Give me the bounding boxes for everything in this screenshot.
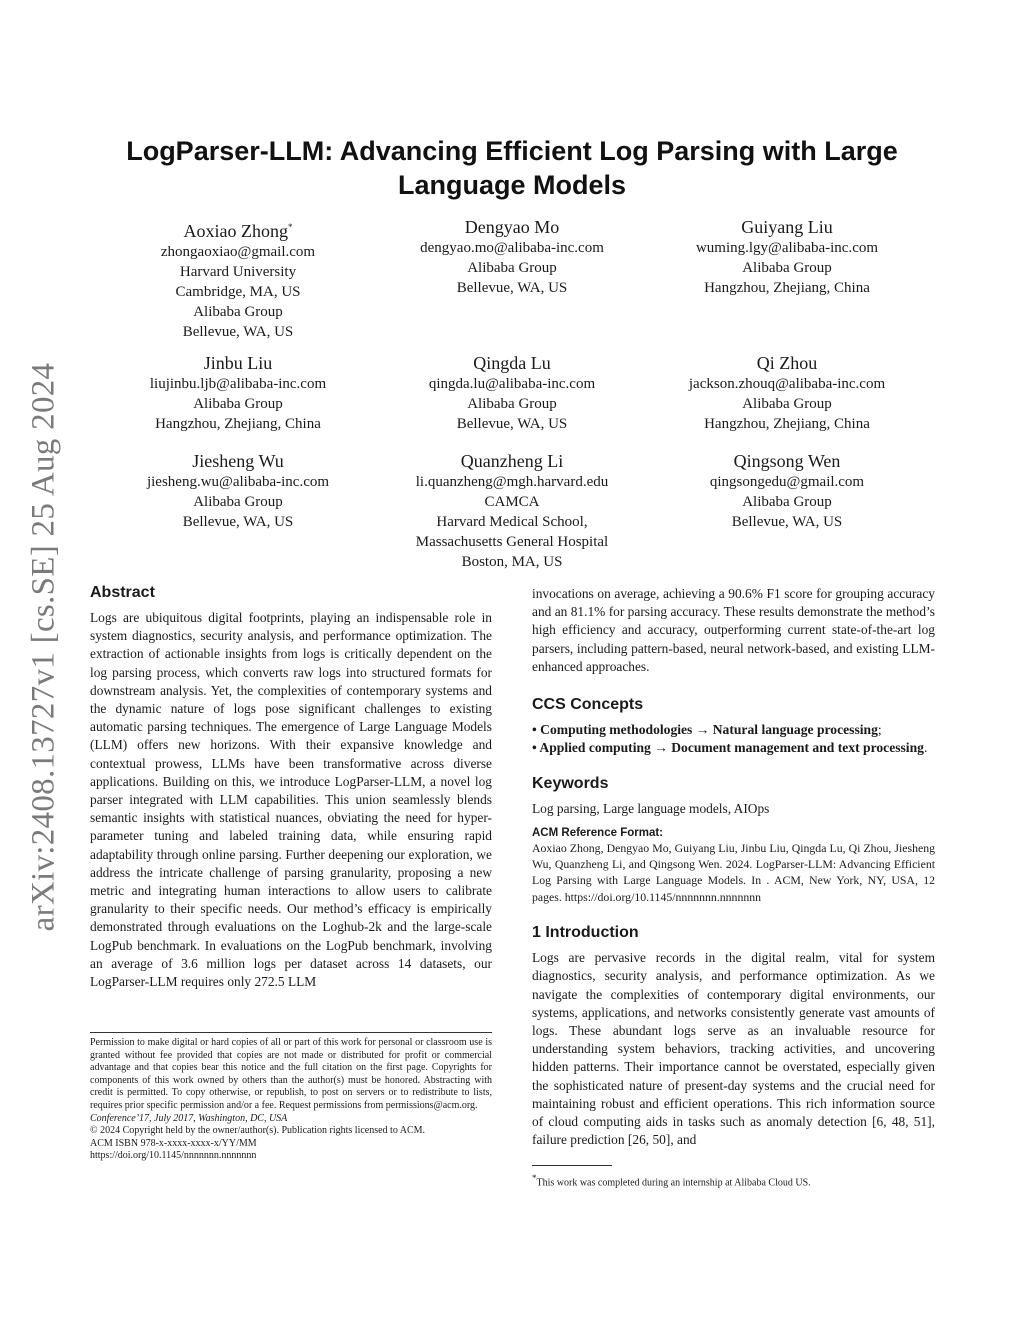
author-name: Jiesheng Wu — [192, 451, 284, 471]
author-email: liujinbu.ljb@alibaba-inc.com — [149, 376, 327, 392]
author-location: Hangzhou, Zhejiang, China — [704, 280, 870, 296]
author-affiliation: Alibaba Group — [742, 494, 832, 510]
author-affiliation: Alibaba Group — [193, 494, 283, 510]
abstract-heading: Abstract — [90, 584, 155, 601]
author-block — [362, 216, 662, 298]
author-email: li.quanzheng@mgh.harvard.edu — [415, 474, 609, 490]
author-affiliation: Harvard University — [179, 264, 297, 280]
author-affiliation: Harvard Medical School, — [436, 514, 588, 530]
author-block — [88, 216, 388, 342]
arxiv-identifier: arXiv:2408.13727v1 [cs.SE] 25 Aug 2024 — [25, 362, 62, 932]
author-name: Guiyang Liu — [741, 217, 833, 237]
ccs-concept-text: • Applied computing → Document management and text processing — [532, 740, 924, 756]
conference-info: Conference’17, July 2017, Washington, DC, USA — [90, 1112, 288, 1124]
author-footnote-mark: * — [287, 222, 293, 232]
ccs-separator: . — [923, 740, 928, 756]
ccs-concept — [532, 739, 935, 757]
author-location: Hangzhou, Zhejiang, China — [155, 416, 321, 432]
author-location: Hangzhou, Zhejiang, China — [704, 416, 870, 432]
right-column — [532, 585, 935, 1149]
divider — [90, 1032, 492, 1033]
author-email: qingda.lu@alibaba-inc.com — [428, 376, 596, 392]
permission-text: Permission to make digital or hard copies of all or part of this work for personal or classroom use is granted without fee provided that copies are not made or distributed for profit or commercial advantage and that copies bear this notice and the full citation on the first page. Copyrights for components of this work owned by others than the author(s) must be honored. Abstracting with credit is permitted. To copy otherwise, or republish, to post on servers or to redistribute to lists, requires prior specific permission and/or a fee. Request permissions from permissions@acm.org. — [90, 1037, 492, 1111]
copyright-line: © 2024 Copyright held by the owner/author(s). Publication rights licensed to ACM. — [90, 1125, 426, 1137]
author-name: Dengyao Mo — [464, 217, 560, 237]
author-email: jiesheng.wu@alibaba-inc.com — [146, 474, 330, 490]
author-name: Jinbu Liu — [203, 353, 273, 373]
author-affiliation: Massachusetts General Hospital — [415, 534, 609, 550]
author-email: jackson.zhouq@alibaba-inc.com — [688, 376, 886, 392]
author-affiliation: Alibaba Group — [467, 260, 557, 276]
author-block — [88, 352, 388, 434]
isbn-line: ACM ISBN 978-x-xxxx-xxxx-x/YY/MM — [90, 1137, 257, 1149]
author-affiliation: Alibaba Group — [193, 304, 283, 320]
author-email: zhongaoxiao@gmail.com — [160, 244, 316, 260]
abstract-section — [90, 583, 492, 991]
footnote-block — [532, 1165, 935, 1189]
acm-reference-heading: ACM Reference Format: — [532, 826, 663, 839]
introduction-heading: 1 Introduction — [532, 924, 639, 942]
author-affiliation: Alibaba Group — [742, 396, 832, 412]
author-block — [362, 352, 662, 434]
abstract-continued: invocations on average, achieving a 90.6% F1 score for grouping accuracy and an 81.1% for parsing accuracy. These results demonstrate the method’s high efficiency and accuracy, outperforming current state-of-the-art log parsers, including pattern-based, neural network-based, and existing LLM-enhanced approaches. — [532, 586, 935, 674]
ccs-heading: CCS Concepts — [532, 696, 644, 714]
ccs-concept — [532, 721, 935, 739]
author-block — [637, 216, 937, 298]
acm-reference-text: Aoxiao Zhong, Dengyao Mo, Guiyang Liu, Jinbu Liu, Qingda Lu, Qi Zhou, Jiesheng Wu, Quanzheng Li, and Qingsong Wen. 2024. LogParser-LLM: Advancing Efficient Log Parsing with Large Language Models. In . ACM, New York, NY, USA, 12 pages. https://doi.org/10.1145/nnnnnnn.nnnnnnn — [532, 840, 935, 904]
author-email: wuming.lgy@alibaba-inc.com — [695, 240, 879, 256]
footnote-divider — [532, 1165, 612, 1166]
ccs-concept-text: • Computing methodologies → Natural language processing — [532, 722, 878, 738]
author-block — [637, 450, 937, 532]
author-affiliation: Alibaba Group — [193, 396, 283, 412]
author-name: Qingda Lu — [473, 353, 551, 373]
author-affiliation: Alibaba Group — [467, 396, 557, 412]
author-location: Cambridge, MA, US — [175, 284, 301, 300]
author-email: qingsongedu@gmail.com — [709, 474, 865, 490]
author-location: Boston, MA, US — [461, 554, 563, 570]
author-location: Bellevue, WA, US — [182, 324, 294, 340]
footnote-text: This work was completed during an internship at Alibaba Cloud US. — [536, 1177, 811, 1189]
author-location: Bellevue, WA, US — [456, 416, 568, 432]
author-affiliation: Alibaba Group — [742, 260, 832, 276]
author-block — [637, 352, 937, 434]
author-email: dengyao.mo@alibaba-inc.com — [420, 240, 604, 256]
author-affiliation: CAMCA — [484, 494, 540, 510]
author-location: Bellevue, WA, US — [182, 514, 294, 530]
author-name: Qi Zhou — [756, 353, 818, 373]
abstract-text: Logs are ubiquitous digital footprints, playing an indispensable role in system diagnostics, security analysis, and performance optimization. The extraction of actionable insights from logs is critically dependent on the log parsing process, which converts raw logs into structured formats for downstream analysis. Yet, the complexities of contemporary systems and the dynamic nature of logs pose significant challenges to existing automatic parsing techniques. The emergence of Large Language Models (LLM) offers new horizons. With their expansive knowledge and contextual prowess, LLMs have been transformative across diverse applications. Building on this, we introduce LogParser-LLM, a novel log parser integrated with LLM capabilities. This union seamlessly blends semantic insights with statistical nuances, obviating the need for hyper-parameter tuning and labeled training data, while ensuring rapid adaptability through online parsing. Further deepening our exploration, we address the intricate challenge of parsing granularity, proposing a new metric and integrating human interactions to allow users to calibrate granularity to their specific needs. Our method’s efficacy is empirically demonstrated through evaluations on the Loghub-2k and the large-scale LogPub benchmark. In evaluations on the LogPub benchmark, involving an average of 3.6 million logs per dataset across 14 datasets, our LogParser-LLM requires only 272.5 LLM — [90, 610, 492, 990]
author-location: Bellevue, WA, US — [731, 514, 843, 530]
keywords-heading: Keywords — [532, 775, 609, 793]
ccs-separator: ; — [877, 722, 882, 738]
author-name: Quanzheng Li — [460, 451, 564, 471]
keywords-text: Log parsing, Large language models, AIOps — [532, 801, 770, 817]
footnote-mark: * — [532, 1173, 537, 1183]
author-block — [362, 450, 662, 572]
introduction-text: Logs are pervasive records in the digital realm, vital for system diagnostics, security analysis, and performance optimization. As we navigate the complexities of contemporary digital environments, our systems, applications, and networks consistently generate vast amounts of logs. These abundant logs serve as an invaluable resource for understanding system behaviors, tracking activities, and uncovering hidden patterns. Their importance cannot be overstated, especially given the sophisticated nature of present-day systems and the crucial need for maintaining robust and efficient operations. This rich information source of cloud computing aids in tasks such as anomaly detection [6, 48, 51], failure prediction [26, 50], and — [532, 950, 935, 1148]
author-name: Aoxiao Zhong — [183, 221, 288, 241]
doi-link[interactable]: https://doi.org/10.1145/nnnnnnn.nnnnnnn — [90, 1150, 257, 1162]
author-location: Bellevue, WA, US — [456, 280, 568, 296]
author-block — [88, 450, 388, 532]
arxiv-sidebar — [0, 0, 90, 1325]
permission-block — [90, 1032, 492, 1163]
paper-title: LogParser-LLM: Advancing Efficient Log Parsing with Large Language Models — [126, 136, 898, 200]
author-name: Qingsong Wen — [733, 451, 841, 471]
